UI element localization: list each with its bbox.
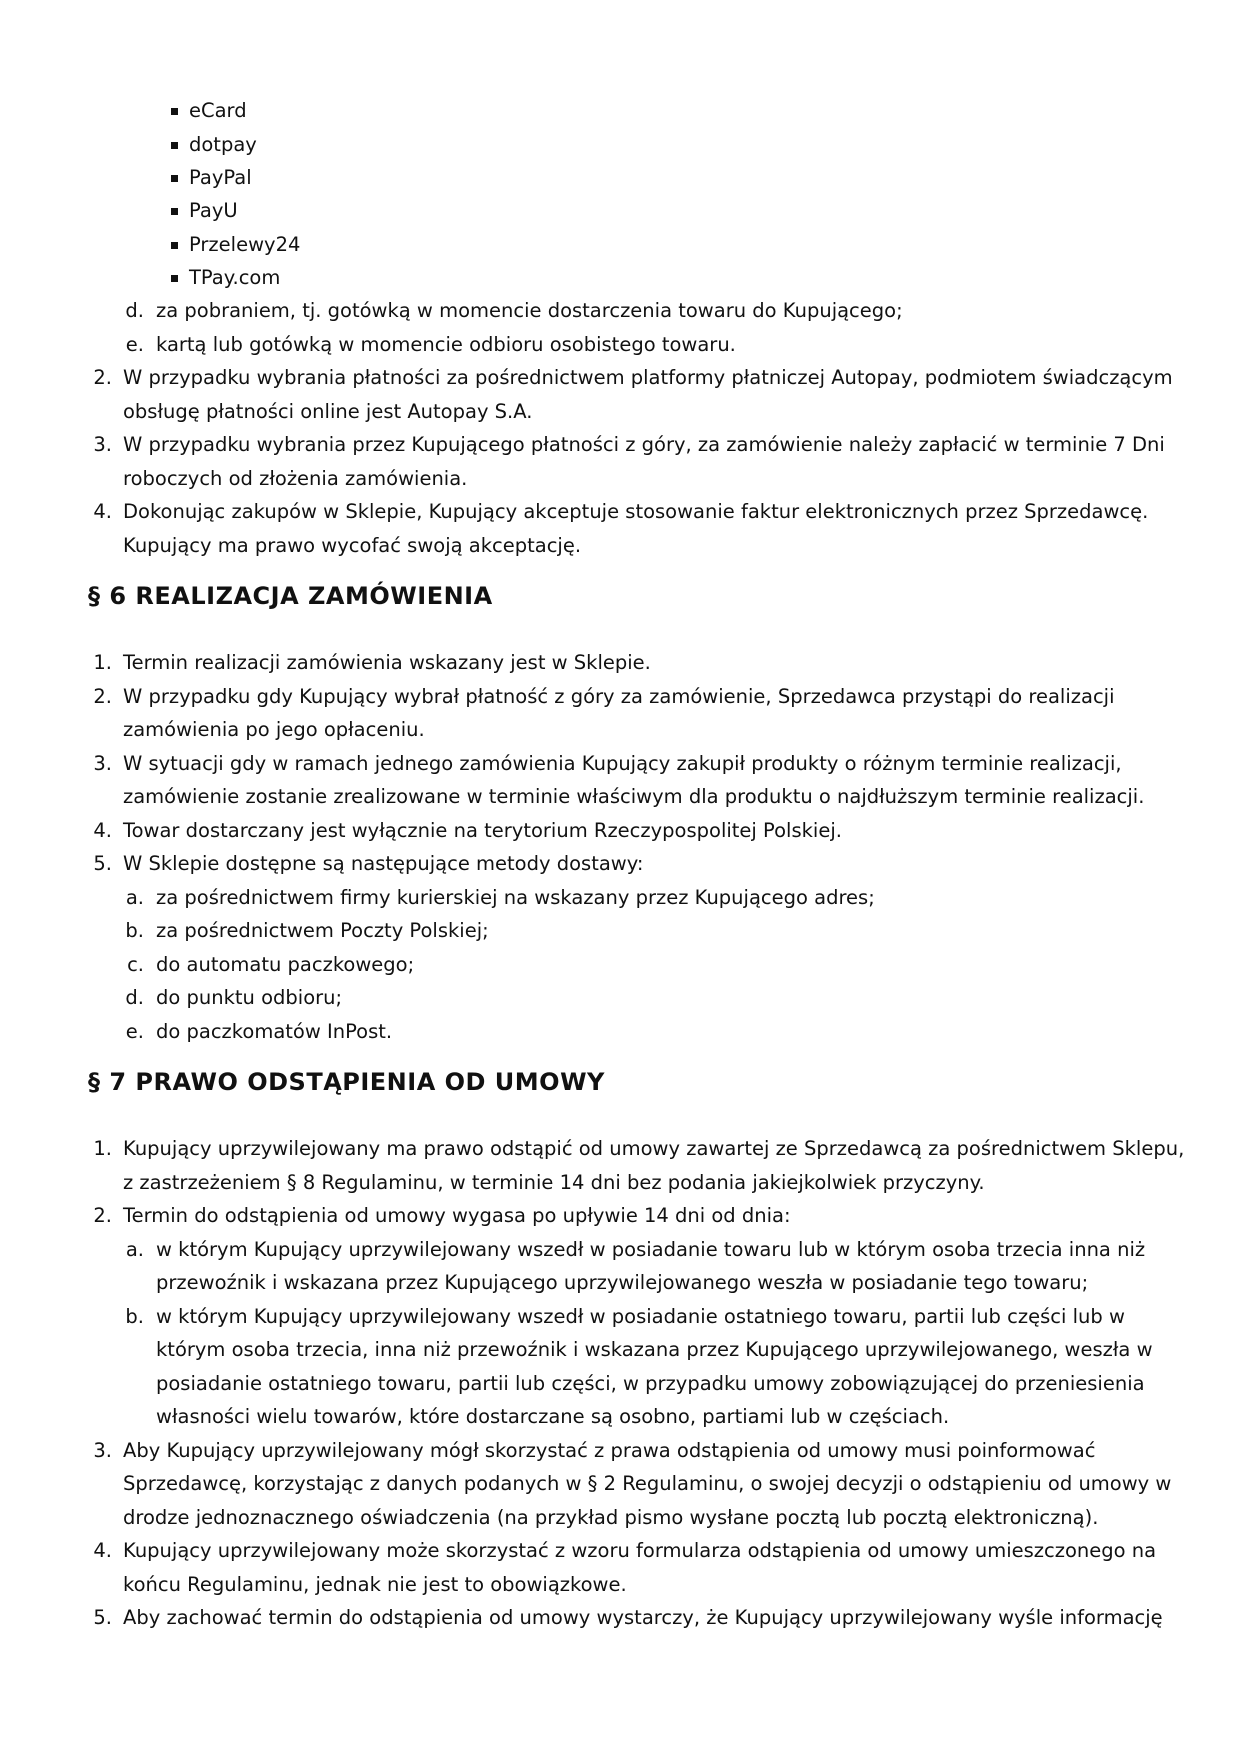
list-item: za pośrednictwem firmy kurierskiej na wskazany przez Kupującego adres; bbox=[156, 886, 875, 909]
paragraph-line: Termin do odstąpienia od umowy wygasa po upływie 14 dni od dnia: bbox=[123, 1204, 791, 1227]
list-marker: 4. bbox=[93, 500, 112, 523]
list-marker: 3. bbox=[93, 752, 112, 775]
list-marker: 2. bbox=[93, 366, 112, 389]
list-item: do paczkomatów InPost. bbox=[156, 1020, 393, 1043]
list-item: do automatu paczkowego; bbox=[156, 953, 415, 976]
paragraph-line: obsługę płatności online jest Autopay S.A. bbox=[123, 400, 533, 423]
list-marker: 1. bbox=[93, 651, 112, 674]
paragraph-line: W przypadku wybrania płatności za pośrednictwem platformy płatniczej Autopay, podmiotem świadczącym bbox=[123, 366, 1173, 389]
list-marker: 5. bbox=[93, 852, 112, 875]
bullet-square-icon bbox=[171, 142, 178, 149]
bullet-square-icon bbox=[171, 275, 178, 282]
list-marker: 3. bbox=[93, 1439, 112, 1462]
paragraph-line: w którym Kupujący uprzywilejowany wszedł w posiadanie ostatniego towaru, partii lub części lub w bbox=[156, 1305, 1125, 1328]
list-marker: d. bbox=[125, 299, 144, 322]
list-item: eCard bbox=[189, 99, 247, 122]
paragraph-line: roboczych od złożenia zamówienia. bbox=[123, 467, 468, 490]
section-heading: § 7 PRAWO ODSTĄPIENIA OD UMOWY bbox=[88, 1068, 605, 1096]
list-item: Przelewy24 bbox=[189, 233, 301, 256]
list-marker: a. bbox=[125, 1238, 144, 1261]
list-item: za pośrednictwem Poczty Polskiej; bbox=[156, 919, 489, 942]
list-marker: 3. bbox=[93, 433, 112, 456]
paragraph-line: Towar dostarczany jest wyłącznie na terytorium Rzeczypospolitej Polskiej. bbox=[123, 819, 842, 842]
list-item: dotpay bbox=[189, 133, 257, 156]
list-marker: d. bbox=[125, 986, 144, 1009]
paragraph-line: Kupujący uprzywilejowany ma prawo odstąpić od umowy zawartej ze Sprzedawcą za pośrednictwem Sklepu, bbox=[123, 1137, 1185, 1160]
list-item: PayU bbox=[189, 199, 238, 222]
paragraph-line: Termin realizacji zamówienia wskazany jest w Sklepie. bbox=[123, 651, 651, 674]
list-marker: 4. bbox=[93, 819, 112, 842]
list-marker: 5. bbox=[93, 1606, 112, 1629]
paragraph-line: Dokonując zakupów w Sklepie, Kupujący akceptuje stosowanie faktur elektronicznych przez Sprzedawcę. bbox=[123, 500, 1149, 523]
bullet-square-icon bbox=[171, 175, 178, 182]
bullet-square-icon bbox=[171, 108, 178, 115]
list-marker: c. bbox=[127, 953, 144, 976]
list-item: PayPal bbox=[189, 166, 252, 189]
paragraph-line: posiadanie ostatniego towaru, partii lub części, w przypadku umowy zobowiązującej do przeniesienia bbox=[156, 1372, 1145, 1395]
paragraph-line: przewoźnik i wskazana przez Kupującego uprzywilejowanego weszła w posiadanie tego towaru; bbox=[156, 1271, 1089, 1294]
paragraph-line: końcu Regulaminu, jednak nie jest to obowiązkowe. bbox=[123, 1573, 627, 1596]
paragraph-line: Kupujący ma prawo wycofać swoją akceptację. bbox=[123, 534, 582, 557]
paragraph-line: Aby zachować termin do odstąpienia od umowy wystarczy, że Kupujący uprzywilejowany wyśle informację bbox=[123, 1606, 1163, 1629]
bullet-square-icon bbox=[171, 242, 178, 249]
paragraph-line: drodze jednoznacznego oświadczenia (na przykład pismo wysłane pocztą lub pocztą elektroniczną). bbox=[123, 1506, 1099, 1529]
list-marker: 2. bbox=[93, 1204, 112, 1227]
list-marker: e. bbox=[125, 333, 144, 356]
paragraph-line: zamówienie zostanie zrealizowane w terminie właściwym dla produktu o najdłuższym terminie realizacji. bbox=[123, 785, 1145, 808]
list-item: za pobraniem, tj. gotówką w momencie dostarczenia towaru do Kupującego; bbox=[156, 299, 903, 322]
list-marker: b. bbox=[125, 919, 144, 942]
paragraph-line: Sprzedawcę, korzystając z danych podanych w § 2 Regulaminu, o swojej decyzji o odstąpieniu od umowy w bbox=[123, 1472, 1172, 1495]
paragraph-line: zamówienia po jego opłaceniu. bbox=[123, 718, 425, 741]
section-heading: § 6 REALIZACJA ZAMÓWIENIA bbox=[88, 582, 493, 610]
list-item: kartą lub gotówką w momencie odbioru osobistego towaru. bbox=[156, 333, 736, 356]
list-marker: b. bbox=[125, 1305, 144, 1328]
list-item: do punktu odbioru; bbox=[156, 986, 343, 1009]
list-marker: 2. bbox=[93, 685, 112, 708]
bullet-square-icon bbox=[171, 208, 178, 215]
paragraph-line: W przypadku wybrania przez Kupującego płatności z góry, za zamówienie należy zapłacić w terminie 7 Dni bbox=[123, 433, 1165, 456]
list-marker: 1. bbox=[93, 1137, 112, 1160]
paragraph-line: Kupujący uprzywilejowany może skorzystać z wzoru formularza odstąpienia od umowy umieszczonego na bbox=[123, 1539, 1157, 1562]
list-item: TPay.com bbox=[189, 266, 281, 289]
list-marker: a. bbox=[125, 886, 144, 909]
list-marker: e. bbox=[125, 1020, 144, 1043]
paragraph-line: W sytuacji gdy w ramach jednego zamówienia Kupujący zakupił produkty o różnym terminie realizacji, bbox=[123, 752, 1122, 775]
list-marker: 4. bbox=[93, 1539, 112, 1562]
paragraph-line: W przypadku gdy Kupujący wybrał płatność z góry za zamówienie, Sprzedawca przystąpi do realizacji bbox=[123, 685, 1115, 708]
paragraph-line: w którym Kupujący uprzywilejowany wszedł w posiadanie towaru lub w którym osoba trzecia inna niż bbox=[156, 1238, 1146, 1261]
paragraph-line: Aby Kupujący uprzywilejowany mógł skorzystać z prawa odstąpienia od umowy musi poinformować bbox=[123, 1439, 1096, 1462]
paragraph-line: własności wielu towarów, które dostarczane są osobno, partiami lub w częściach. bbox=[156, 1405, 950, 1428]
paragraph-line: z zastrzeżeniem § 8 Regulaminu, w terminie 14 dni bez podania jakiejkolwiek przyczyny. bbox=[123, 1171, 985, 1194]
paragraph-line: którym osoba trzecia, inna niż przewoźnik i wskazana przez Kupującego uprzywilejowanego, weszła w bbox=[156, 1338, 1153, 1361]
paragraph-line: W Sklepie dostępne są następujące metody dostawy: bbox=[123, 852, 644, 875]
